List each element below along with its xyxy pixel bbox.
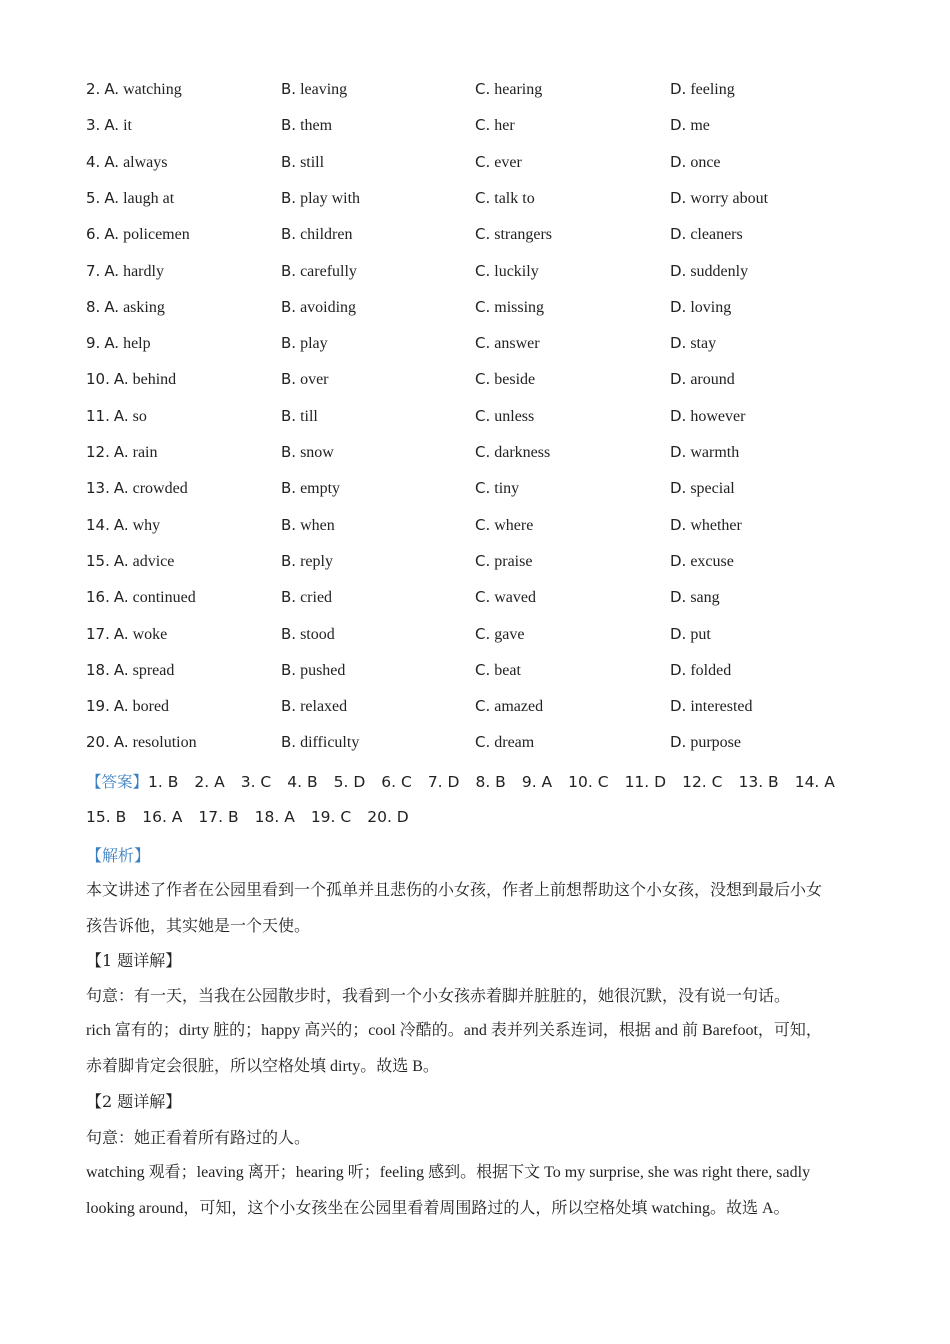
option-b — [281, 298, 356, 317]
option-c — [475, 370, 535, 389]
option-d — [670, 189, 768, 208]
option-text: hearing — [494, 81, 543, 98]
option-d — [670, 661, 731, 680]
option-letter: C. — [475, 370, 491, 389]
option-text: carefully — [300, 262, 357, 280]
option-text: rain — [132, 444, 158, 461]
answer-item: 12. C — [682, 773, 723, 791]
option-text: it — [123, 117, 132, 135]
option-text: dream — [494, 734, 535, 752]
option-text: her — [494, 117, 515, 135]
analysis-tag: 【解析】 — [86, 846, 151, 865]
question-number: 19. — [86, 697, 110, 716]
q2-meaning: 句意：她正看着所有路过的人。 — [86, 1130, 311, 1147]
q2-explanation-line-1: watching 观看；leaving 离开；hearing 听；feeling 感到。根据下文 To my surprise, she was right there, sadly — [86, 1164, 811, 1181]
q1-explanation-line-2: 赤着脚肯定会很脏，所以空格处填 dirty。故选 B。 — [86, 1058, 439, 1075]
option-text: till — [300, 407, 318, 425]
option-letter: A. — [113, 588, 129, 607]
option-a — [86, 588, 196, 607]
option-letter: D. — [670, 152, 687, 171]
option-c — [475, 516, 533, 535]
option-text: woke — [132, 625, 168, 643]
option-a — [86, 153, 168, 172]
option-letter: C. — [475, 697, 491, 716]
option-c — [475, 697, 543, 716]
option-d — [670, 516, 742, 535]
option-text: special — [690, 480, 735, 498]
option-letter: C. — [475, 479, 491, 498]
option-a — [86, 370, 176, 389]
option-text: amazed — [494, 698, 544, 716]
option-letter: B. — [281, 588, 297, 607]
question-number: 6. — [86, 225, 101, 244]
option-text: watching — [123, 81, 182, 98]
q2-detail-header: 【2 题详解】 — [86, 1092, 182, 1111]
option-letter: D. — [670, 406, 687, 425]
option-text: warmth — [690, 444, 740, 461]
option-text: always — [123, 153, 168, 171]
option-letter: C. — [475, 188, 491, 207]
option-letter: A. — [104, 152, 120, 171]
option-text: however — [690, 407, 746, 425]
question-number: 2. — [86, 80, 101, 98]
option-letter: C. — [475, 225, 491, 244]
option-d — [670, 479, 735, 498]
option-letter: B. — [281, 188, 297, 207]
option-d — [670, 697, 753, 716]
option-text: stood — [300, 625, 335, 643]
option-d — [670, 625, 711, 644]
option-text: loving — [690, 298, 732, 316]
answer-item: 19. C — [310, 808, 352, 826]
option-letter: C. — [475, 443, 491, 461]
option-letter: B. — [281, 80, 297, 98]
option-c — [475, 298, 544, 317]
option-a — [86, 116, 132, 135]
option-c — [475, 443, 550, 462]
option-text: luckily — [494, 262, 539, 280]
option-text: them — [300, 117, 333, 135]
option-a — [86, 334, 151, 353]
option-letter: D. — [670, 116, 687, 135]
option-letter: C. — [475, 733, 491, 752]
option-letter: D. — [670, 225, 687, 244]
option-text: crowded — [132, 480, 188, 498]
option-d — [670, 298, 731, 317]
answer-line-2 — [86, 808, 425, 826]
question-number: 18. — [86, 660, 110, 679]
option-letter: D. — [670, 261, 687, 280]
option-a — [86, 189, 174, 208]
option-text: praise — [494, 552, 533, 570]
option-text: still — [300, 153, 325, 171]
option-letter: A. — [113, 697, 129, 716]
option-letter: B. — [281, 660, 297, 679]
option-d — [670, 116, 710, 135]
option-b — [281, 153, 324, 172]
option-letter: A. — [104, 225, 120, 244]
option-text: me — [690, 117, 710, 135]
option-letter: B. — [281, 152, 297, 171]
option-a — [86, 516, 160, 535]
option-d — [670, 262, 748, 281]
answer-item: 1. B — [148, 773, 179, 791]
question-number: 7. — [86, 261, 101, 280]
option-text: answer — [494, 335, 540, 353]
option-letter: C. — [475, 261, 491, 280]
option-text: stay — [690, 335, 717, 353]
option-text: play — [300, 335, 328, 353]
option-text: leaving — [300, 81, 348, 98]
option-c — [475, 407, 534, 426]
option-c — [475, 625, 524, 644]
option-d — [670, 80, 735, 99]
answer-item: 14. A — [794, 773, 835, 791]
option-letter: C. — [475, 334, 491, 353]
option-letter: D. — [670, 624, 687, 643]
option-letter: D. — [670, 188, 687, 207]
option-d — [670, 370, 735, 389]
answer-tag: 【答案】 — [86, 773, 149, 791]
option-letter: C. — [475, 297, 491, 316]
option-c — [475, 588, 536, 607]
option-text: feeling — [690, 81, 735, 98]
option-c — [475, 116, 515, 135]
option-b — [281, 588, 332, 607]
option-letter: A. — [113, 551, 129, 570]
option-letter: C. — [475, 624, 491, 643]
option-text: missing — [494, 298, 545, 316]
option-text: where — [494, 516, 534, 534]
option-text: purpose — [690, 734, 741, 752]
answer-item: 13. B — [738, 773, 779, 791]
option-text: put — [690, 625, 711, 643]
option-b — [281, 733, 359, 752]
option-letter: D. — [670, 515, 687, 534]
option-letter: D. — [670, 660, 687, 679]
option-letter: D. — [670, 551, 687, 570]
summary-line-2: 孩告诉他，其实她是一个天使。 — [86, 918, 311, 935]
option-letter: A. — [113, 733, 129, 752]
option-text: cried — [300, 589, 333, 607]
question-number: 4. — [86, 152, 101, 171]
option-text: empty — [300, 480, 341, 498]
option-c — [475, 153, 522, 172]
option-d — [670, 552, 734, 571]
option-letter: D. — [670, 697, 687, 716]
option-b — [281, 189, 360, 208]
option-letter: C. — [475, 80, 491, 98]
option-d — [670, 334, 716, 353]
option-text: pushed — [300, 661, 346, 679]
option-b — [281, 697, 347, 716]
option-letter: A. — [113, 479, 129, 498]
option-d — [670, 443, 739, 462]
option-text: suddenly — [690, 262, 749, 280]
question-number: 9. — [86, 334, 101, 353]
option-letter: B. — [281, 116, 297, 135]
option-c — [475, 479, 519, 498]
option-text: bored — [132, 698, 170, 716]
option-text: advice — [132, 552, 175, 570]
question-number: 15. — [86, 551, 110, 570]
option-text: relaxed — [300, 698, 348, 716]
question-number: 3. — [86, 116, 101, 135]
answer-item: 17. B — [198, 808, 239, 826]
option-text: gave — [494, 625, 525, 643]
answer-item: 20. D — [367, 808, 409, 826]
answer-item: 15. B — [86, 808, 127, 826]
q2-explanation-line-2: looking around，可知，这个小女孩坐在公园里看着周围路过的人，所以空格处填 watching。故选 A。 — [86, 1200, 790, 1217]
q1-meaning: 句意：有一天，当我在公园散步时，我看到一个小女孩赤着脚并脏脏的，她很沉默，没有说一句话。 — [86, 988, 791, 1005]
option-c — [475, 334, 540, 353]
option-text: whether — [690, 516, 742, 534]
option-a — [86, 697, 169, 716]
answer-item: 9. A — [521, 773, 553, 791]
q1-explanation-line-1: rich 富有的；dirty 脏的；happy 高兴的；cool 冷酷的。and 表并列关系连词，根据 and 前 Barefoot，可知， — [86, 1022, 822, 1039]
q1-detail-header: 【1 题详解】 — [86, 951, 182, 970]
option-text: children — [300, 226, 353, 244]
option-text: help — [123, 335, 151, 353]
answer-item: 16. A — [142, 808, 183, 826]
option-text: reply — [300, 552, 333, 570]
option-d — [670, 588, 720, 607]
option-a — [86, 298, 165, 317]
answer-item: 2. A — [194, 773, 225, 791]
option-text: beat — [494, 661, 521, 679]
option-text: behind — [132, 371, 177, 389]
option-letter: A. — [104, 188, 120, 207]
option-text: difficulty — [300, 734, 360, 752]
question-number: 11. — [86, 406, 110, 425]
option-text: waved — [494, 589, 537, 607]
answer-item: 18. A — [254, 808, 295, 826]
answer-item: 8. B — [475, 773, 506, 791]
option-text: ever — [494, 153, 522, 171]
option-text: resolution — [132, 734, 197, 752]
option-c — [475, 661, 521, 680]
option-b — [281, 443, 334, 462]
option-letter: A. — [113, 624, 129, 643]
option-letter: B. — [281, 334, 297, 353]
option-text: why — [132, 516, 161, 534]
option-letter: D. — [670, 80, 687, 98]
option-text: beside — [494, 371, 536, 389]
answer-item: 4. B — [287, 773, 318, 791]
option-letter: D. — [670, 588, 687, 607]
option-text: spread — [132, 661, 175, 679]
option-letter: C. — [475, 551, 491, 570]
option-text: hardly — [123, 262, 164, 280]
answer-item: 5. D — [333, 773, 366, 791]
option-text: so — [132, 407, 147, 425]
option-text: strangers — [494, 226, 553, 244]
option-text: tiny — [494, 480, 520, 498]
option-text: policemen — [123, 226, 190, 244]
option-letter: D. — [670, 334, 687, 353]
question-number: 8. — [86, 297, 101, 316]
option-a — [86, 225, 190, 244]
option-letter: C. — [475, 116, 491, 135]
option-d — [670, 733, 741, 752]
option-d — [670, 407, 745, 426]
option-b — [281, 625, 335, 644]
option-letter: B. — [281, 515, 297, 534]
question-number: 13. — [86, 479, 110, 498]
option-b — [281, 661, 345, 680]
option-a — [86, 407, 147, 426]
answer-line-1 — [86, 770, 851, 792]
option-letter: B. — [281, 697, 297, 716]
option-letter: B. — [281, 297, 297, 316]
option-b — [281, 262, 357, 281]
option-text: once — [690, 153, 721, 171]
option-letter: C. — [475, 515, 491, 534]
option-text: avoiding — [300, 298, 357, 316]
option-text: when — [300, 516, 335, 534]
option-text: play with — [300, 189, 361, 207]
option-a — [86, 733, 197, 752]
option-letter: A. — [104, 297, 120, 316]
option-text: unless — [494, 407, 535, 425]
option-text: interested — [690, 698, 753, 716]
summary-line-1: 本文讲述了作者在公园里看到一个孤单并且悲伤的小女孩，作者上前想帮助这个小女孩，没想到最后小女 — [86, 882, 823, 899]
option-text: cleaners — [690, 226, 743, 244]
option-b — [281, 334, 328, 353]
option-letter: B. — [281, 225, 297, 244]
question-number: 17. — [86, 624, 110, 643]
answer-item: 3. C — [240, 773, 272, 791]
option-letter: B. — [281, 624, 297, 643]
option-b — [281, 516, 335, 535]
option-letter: B. — [281, 370, 297, 389]
question-number: 5. — [86, 188, 101, 207]
option-c — [475, 262, 539, 281]
option-letter: A. — [113, 370, 129, 389]
option-letter: B. — [281, 551, 297, 570]
option-b — [281, 552, 333, 571]
option-letter: A. — [104, 334, 120, 353]
option-a — [86, 661, 174, 680]
option-a — [86, 80, 182, 99]
answer-item: 6. C — [381, 773, 412, 791]
option-letter: B. — [281, 479, 297, 498]
answer-item: 7. D — [427, 773, 460, 791]
option-d — [670, 225, 743, 244]
option-letter: A. — [113, 406, 129, 425]
question-number: 12. — [86, 443, 110, 461]
option-c — [475, 189, 535, 208]
option-letter: B. — [281, 733, 297, 752]
option-text: sang — [690, 589, 720, 607]
option-a — [86, 552, 174, 571]
option-letter: B. — [281, 406, 297, 425]
option-letter: B. — [281, 443, 297, 461]
option-a — [86, 479, 188, 498]
option-letter: C. — [475, 406, 491, 425]
question-number: 14. — [86, 515, 110, 534]
option-text: darkness — [494, 444, 551, 461]
option-letter: D. — [670, 479, 687, 498]
option-b — [281, 225, 352, 244]
question-number: 16. — [86, 588, 110, 607]
option-letter: D. — [670, 370, 687, 389]
option-d — [670, 153, 721, 172]
option-b — [281, 80, 347, 99]
question-number: 20. — [86, 733, 110, 752]
option-letter: A. — [113, 660, 129, 679]
option-text: continued — [132, 589, 196, 607]
option-text: around — [690, 371, 735, 389]
answer-item: 11. D — [624, 773, 667, 791]
option-letter: A. — [104, 80, 120, 98]
option-letter: C. — [475, 660, 491, 679]
option-letter: A. — [113, 515, 129, 534]
option-c — [475, 80, 542, 99]
option-b — [281, 116, 332, 135]
option-text: excuse — [690, 552, 734, 570]
option-c — [475, 225, 552, 244]
question-number: 10. — [86, 370, 110, 389]
option-a — [86, 262, 164, 281]
option-letter: D. — [670, 297, 687, 316]
option-text: snow — [300, 444, 334, 461]
option-b — [281, 479, 340, 498]
option-letter: D. — [670, 443, 687, 461]
option-a — [86, 443, 158, 462]
option-text: folded — [690, 661, 732, 679]
option-letter: A. — [113, 443, 129, 461]
option-text: laugh at — [123, 189, 175, 207]
option-letter: B. — [281, 261, 297, 280]
option-b — [281, 407, 318, 426]
option-c — [475, 552, 532, 571]
option-text: worry about — [690, 189, 769, 207]
option-letter: C. — [475, 588, 491, 607]
option-letter: A. — [104, 116, 120, 135]
option-text: over — [300, 371, 329, 389]
option-a — [86, 625, 167, 644]
option-letter: A. — [104, 261, 120, 280]
option-c — [475, 733, 534, 752]
option-text: talk to — [494, 189, 535, 207]
option-letter: D. — [670, 733, 687, 752]
option-b — [281, 370, 329, 389]
option-text: asking — [123, 298, 165, 316]
answer-item: 10. C — [568, 773, 609, 791]
option-letter: C. — [475, 152, 491, 171]
